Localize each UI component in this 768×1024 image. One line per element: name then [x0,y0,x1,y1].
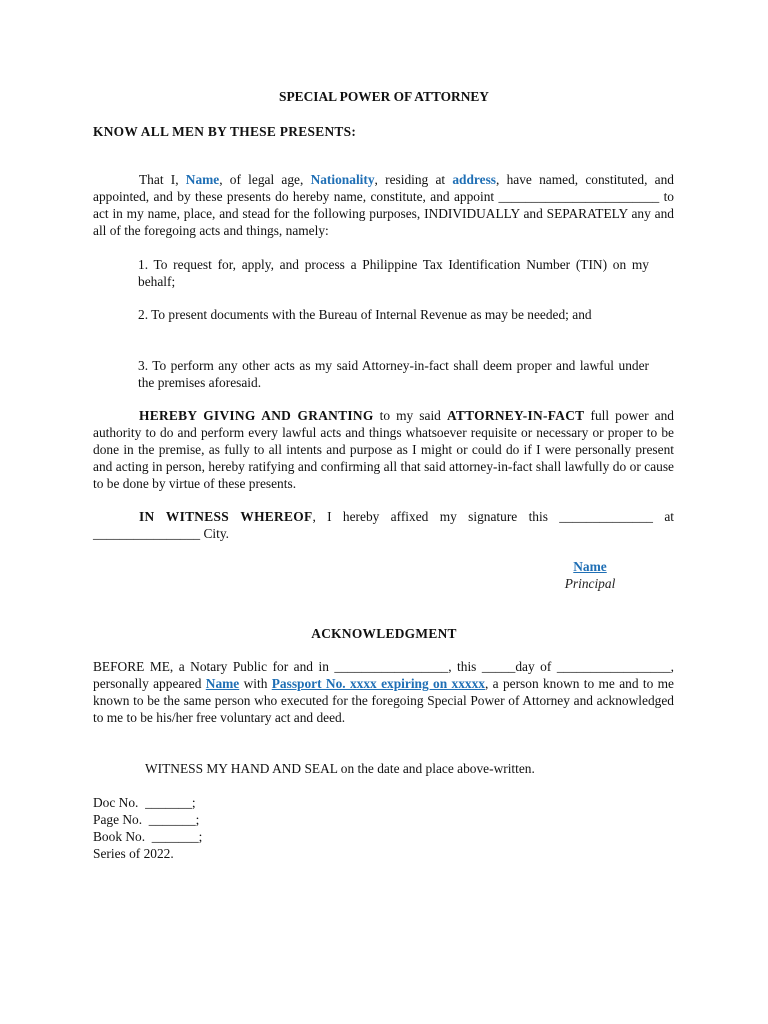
acknowledgment-title: ACKNOWLEDGMENT [311,626,457,641]
book-no: Book No. _______; [93,829,203,844]
signatory-role: Principal [564,576,616,591]
granting-paragraph: HEREBY GIVING AND GRANTING to my said ATTORNEY-IN-FACT full power and authority to do and perform every lawful acts and things whatsoever requisite or necessary or proper to be done in the premise, as fully to all intents and purpose as I might or could do if I were personally present and acting in person, hereby ratifying and confirming all that said attorney-in-fact shall lawfully do or cause to be done by virtue of these presents. [93,408,675,491]
principal-name-placeholder: Name [185,172,220,187]
nationality-placeholder: Nationality [310,172,375,187]
page-no: Page No. _______; [93,812,200,827]
purpose-item-1: 1. To request for, apply, and process a Philippine Tax Identification Number (TIN) on my behalf; [138,257,649,289]
notary-register [93,794,202,862]
doc-no: Doc No. _______; [93,795,196,810]
know-all-heading: KNOW ALL MEN BY THESE PRESENTS: [93,124,357,139]
purpose-item-3: 3. To perform any other acts as my said Attorney-in-fact shall deem proper and lawful under the premises aforesaid. [138,358,649,390]
appearer-name-placeholder: Name [205,676,240,691]
witness-whereof-paragraph: IN WITNESS WHEREOF, I hereby affixed my signature this ______________ at ________________ City. [93,509,674,541]
purpose-item-2: 2. To present documents with the Bureau of Internal Revenue as may be needed; and [138,307,592,322]
intro-paragraph: That I, Name, of legal age, Nationality, residing at address, have named, constituted, and appointed, and by these presents do hereby name, constitute, and appoint ________________________ to act in my name, place, and stead for the following purposes, INDIVIDUALLY and SEPARATELY any and all of the foregoing acts and things, namely: [93,172,674,238]
series: Series of 2022. [93,846,174,861]
acknowledgment-paragraph: BEFORE ME, a Notary Public for and in _________________, this _____day of _________________, personally appeared Name with Passport No. xxxx expiring on xxxxx, a person known to me and to me known to be the same person who executed for the foregoing Special Power of Attorney and acknowledged to me to be his/her free voluntary act and deed. [93,659,701,725]
document-title: SPECIAL POWER OF ATTORNEY [279,89,489,104]
witness-hand-seal: WITNESS MY HAND AND SEAL on the date and place above-written. [145,761,535,776]
address-placeholder: address [452,172,497,187]
signature-block [560,558,620,592]
signatory-name: Name [573,559,607,574]
passport-placeholder: Passport No. xxxx expiring on xxxxx [271,676,485,691]
